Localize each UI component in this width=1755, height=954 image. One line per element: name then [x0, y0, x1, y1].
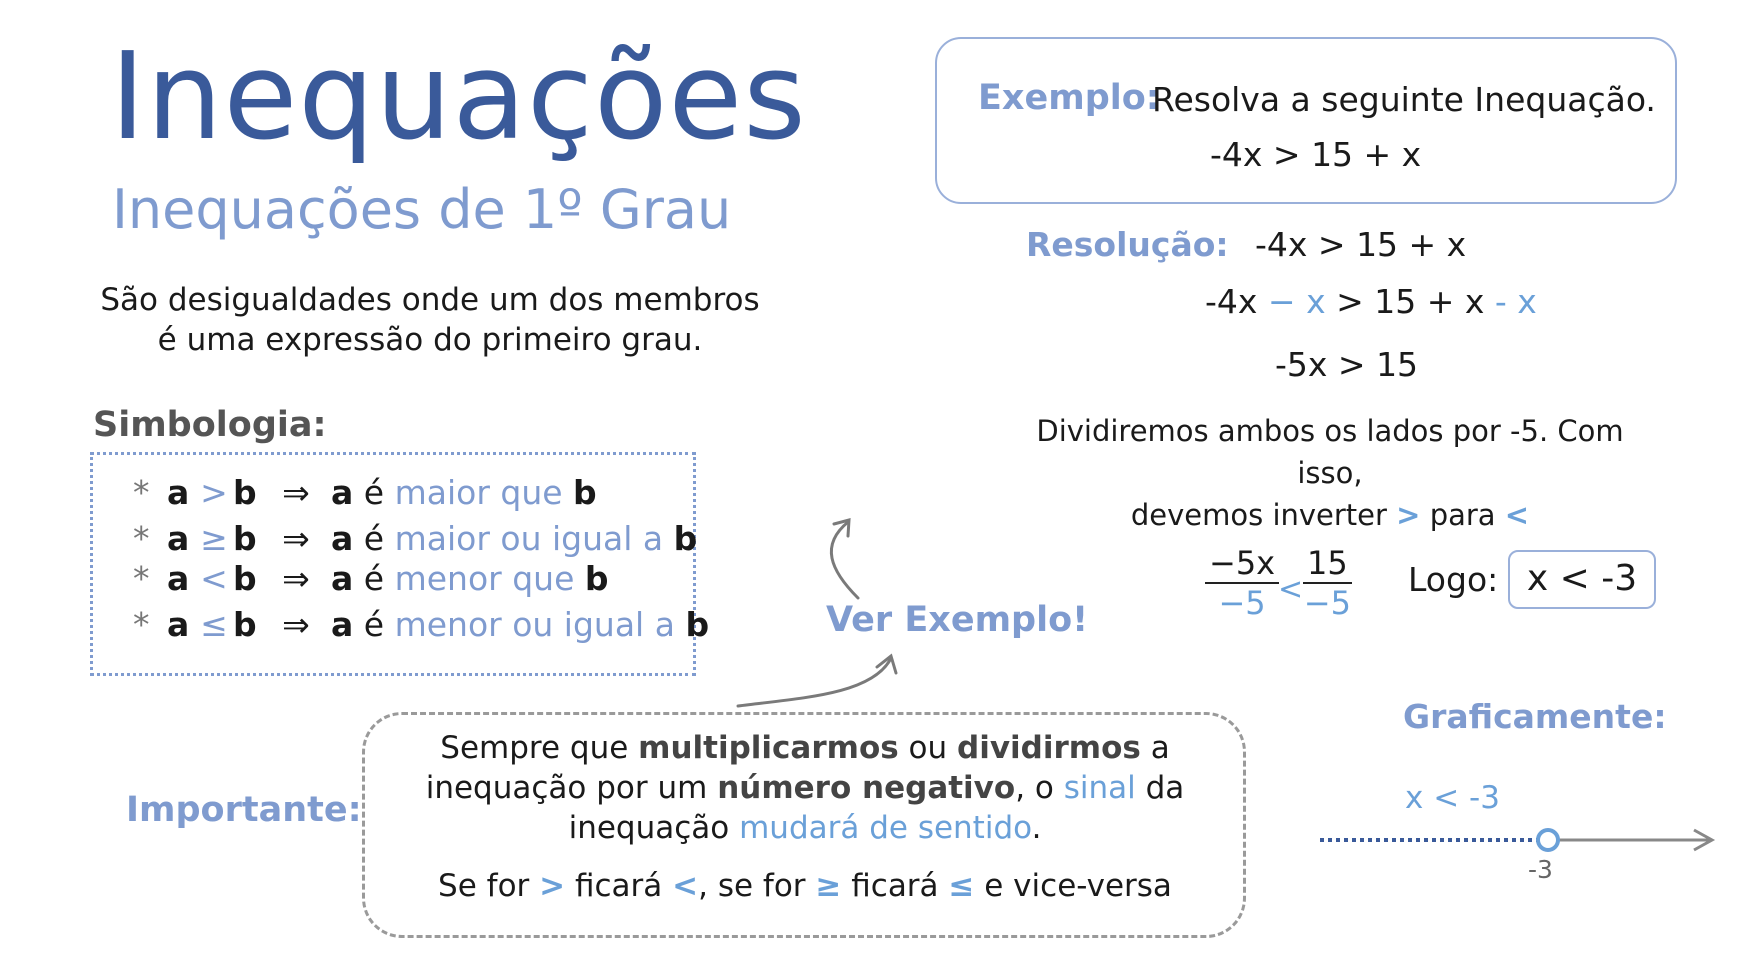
- symbol: <: [200, 559, 228, 598]
- imp-r6: ≥: [815, 868, 842, 904]
- imp-t9: sinal: [1063, 770, 1136, 806]
- result-a: a: [331, 605, 354, 644]
- fraction-right-denominator: −5: [1303, 584, 1351, 622]
- var-a: a: [167, 605, 190, 644]
- result-b: b: [673, 519, 698, 558]
- imp-r5: , se for: [698, 868, 816, 904]
- implies-arrow: ⇒: [282, 605, 310, 644]
- page-title: Inequações: [110, 28, 807, 167]
- var-b: b: [233, 605, 257, 644]
- resolution-step-3: -5x > 15: [1275, 345, 1419, 384]
- step2-part4: - x: [1484, 282, 1537, 321]
- graficamente-equation: x < -3: [1405, 780, 1500, 816]
- imp-t7: número negativo: [717, 770, 1016, 806]
- definition-line-2: é uma expressão do primeiro grau.: [157, 322, 703, 358]
- step2-part1: -4x: [1205, 282, 1258, 321]
- result-e: é: [363, 473, 385, 512]
- symbol: ≤: [200, 605, 228, 644]
- imp-t8: , o: [1015, 770, 1064, 806]
- result-b: b: [685, 605, 710, 644]
- meaning: menor ou igual a: [394, 605, 675, 644]
- imp-t4: dividirmos: [957, 730, 1141, 766]
- curved-arrow-up-icon: [831, 520, 858, 598]
- imp-t1: Sempre que: [440, 730, 639, 766]
- bullet-star: *: [133, 605, 150, 644]
- imp-r2: >: [539, 868, 566, 904]
- imp-t11: inequação: [568, 810, 740, 846]
- example-text: Resolva a seguinte Inequação.: [1152, 80, 1656, 119]
- divide-symbol-2: <: [1504, 498, 1530, 532]
- fraction-left-denominator: −5: [1218, 584, 1266, 622]
- curved-arrow-right-icon: [738, 656, 896, 706]
- var-b: b: [233, 519, 257, 558]
- imp-r9: e vice-versa: [974, 868, 1172, 904]
- var-a: a: [167, 473, 190, 512]
- imp-r3: ficará: [565, 868, 673, 904]
- step2-part3: > 15 + x: [1325, 282, 1485, 321]
- graficamente-label: Graficamente:: [1403, 697, 1667, 736]
- bullet-star: *: [133, 559, 150, 598]
- logo-label: Logo:: [1408, 560, 1499, 599]
- imp-r8: ≤: [948, 868, 975, 904]
- var-a: a: [167, 559, 190, 598]
- result-b: b: [573, 473, 597, 512]
- divide-symbol-1: >: [1396, 498, 1421, 532]
- resolution-label: Resolução:: [1026, 225, 1229, 264]
- meaning: maior que: [394, 473, 563, 512]
- importante-label: Importante:: [126, 790, 362, 830]
- imp-t6: inequação por um: [425, 770, 718, 806]
- definition-line-1: São desigualdades onde um dos membros: [100, 282, 760, 318]
- result-e: é: [363, 559, 385, 598]
- var-a: a: [167, 519, 190, 558]
- imp-r4: <: [672, 868, 699, 904]
- var-b: b: [233, 559, 257, 598]
- imp-t10: da: [1135, 770, 1185, 806]
- result-b: b: [584, 559, 609, 598]
- meaning: maior ou igual a: [394, 519, 664, 558]
- imp-r1: Se for: [438, 868, 540, 904]
- open-circle-icon: [1538, 830, 1558, 850]
- divide-line-1: Dividiremos ambos os lados por -5. Com isso,: [1036, 414, 1624, 490]
- bullet-star: *: [133, 519, 150, 558]
- result-e: é: [363, 519, 385, 558]
- imp-r7: ficará: [841, 868, 949, 904]
- imp-t3: ou: [898, 730, 958, 766]
- result-e: é: [363, 605, 385, 644]
- bullet-star: *: [133, 473, 150, 512]
- example-label: Exemplo:: [978, 78, 1160, 118]
- implies-arrow: ⇒: [282, 519, 310, 558]
- divide-text-a: devemos inverter: [1130, 498, 1387, 532]
- result-a: a: [331, 519, 354, 558]
- fraction-left-numerator: −5x: [1205, 544, 1279, 584]
- imp-t12: mudará de sentido: [739, 810, 1032, 846]
- implies-arrow: ⇒: [282, 559, 310, 598]
- divide-text-b: para: [1429, 498, 1496, 532]
- symbol: >: [200, 473, 228, 512]
- meaning: menor que: [394, 559, 575, 598]
- fraction-symbol: <: [1278, 572, 1304, 607]
- step2-part2: − x: [1257, 282, 1326, 321]
- implies-arrow: ⇒: [282, 473, 310, 512]
- imp-t13: .: [1031, 810, 1042, 846]
- simbologia-label: Simbologia:: [93, 405, 327, 445]
- result-a: a: [331, 559, 354, 598]
- page-subtitle: Inequações de 1º Grau: [112, 178, 732, 241]
- ver-exemplo-label: Ver Exemplo!: [826, 600, 1089, 640]
- number-line: [1320, 830, 1712, 850]
- fraction-right-numerator: 15: [1303, 544, 1352, 584]
- result-a: a: [331, 473, 354, 512]
- var-b: b: [233, 473, 257, 512]
- example-equation: -4x > 15 + x: [1210, 135, 1422, 174]
- symbol: ≥: [200, 519, 228, 558]
- answer-box: x < -3: [1508, 550, 1656, 609]
- number-line-tick-label: -3: [1528, 855, 1553, 884]
- imp-t5: a: [1140, 730, 1170, 766]
- resolution-step-1: -4x > 15 + x: [1255, 225, 1467, 264]
- imp-t2: multiplicarmos: [638, 730, 899, 766]
